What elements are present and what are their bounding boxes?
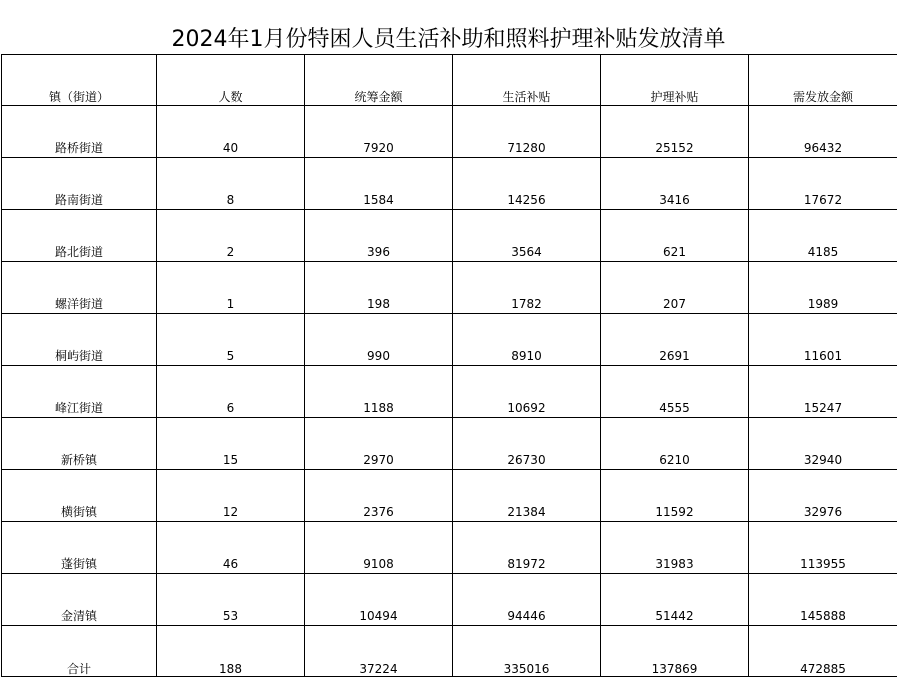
- table-body: [2, 106, 897, 677]
- district-cell[interactable]: 路桥街道: [2, 106, 157, 158]
- headcount-cell[interactable]: 46: [157, 522, 305, 574]
- amount-due-cell[interactable]: 17672: [749, 158, 897, 210]
- pooled-amount-cell[interactable]: 1584: [305, 158, 453, 210]
- care-subsidy-cell[interactable]: 207: [601, 262, 749, 314]
- pooled-amount-cell[interactable]: 2376: [305, 470, 453, 522]
- district-cell[interactable]: 新桥镇: [2, 418, 157, 470]
- living-subsidy-cell[interactable]: 1782: [453, 262, 601, 314]
- column-header-district[interactable]: 镇（街道）: [2, 55, 157, 106]
- table-row: [2, 366, 897, 418]
- column-header-amount-due[interactable]: 需发放金额: [749, 55, 897, 106]
- district-cell[interactable]: 路北街道: [2, 210, 157, 262]
- total-pooled-amount-cell[interactable]: 37224: [305, 626, 453, 677]
- care-subsidy-cell[interactable]: 3416: [601, 158, 749, 210]
- living-subsidy-cell[interactable]: 8910: [453, 314, 601, 366]
- pooled-amount-cell[interactable]: 990: [305, 314, 453, 366]
- pooled-amount-cell[interactable]: 198: [305, 262, 453, 314]
- total-living-subsidy-cell[interactable]: 335016: [453, 626, 601, 677]
- subsidy-table: [1, 54, 897, 677]
- care-subsidy-cell[interactable]: 31983: [601, 522, 749, 574]
- care-subsidy-cell[interactable]: 621: [601, 210, 749, 262]
- living-subsidy-cell[interactable]: 71280: [453, 106, 601, 158]
- pooled-amount-cell[interactable]: 9108: [305, 522, 453, 574]
- district-cell[interactable]: 路南街道: [2, 158, 157, 210]
- district-cell[interactable]: 金清镇: [2, 574, 157, 626]
- total-headcount-cell[interactable]: 188: [157, 626, 305, 677]
- table-row: [2, 470, 897, 522]
- pooled-amount-cell[interactable]: 7920: [305, 106, 453, 158]
- amount-due-cell[interactable]: 1989: [749, 262, 897, 314]
- table-row: [2, 314, 897, 366]
- district-cell[interactable]: 螺洋街道: [2, 262, 157, 314]
- living-subsidy-cell[interactable]: 14256: [453, 158, 601, 210]
- total-row: [2, 626, 897, 677]
- pooled-amount-cell[interactable]: 396: [305, 210, 453, 262]
- table-row: [2, 158, 897, 210]
- district-cell[interactable]: 峰江街道: [2, 366, 157, 418]
- total-care-subsidy-cell[interactable]: 137869: [601, 626, 749, 677]
- table-row: [2, 262, 897, 314]
- care-subsidy-cell[interactable]: 6210: [601, 418, 749, 470]
- care-subsidy-cell[interactable]: 4555: [601, 366, 749, 418]
- district-cell[interactable]: 横街镇: [2, 470, 157, 522]
- headcount-cell[interactable]: 15: [157, 418, 305, 470]
- care-subsidy-cell[interactable]: 51442: [601, 574, 749, 626]
- amount-due-cell[interactable]: 113955: [749, 522, 897, 574]
- column-header-care-subsidy[interactable]: 护理补贴: [601, 55, 749, 106]
- amount-due-cell[interactable]: 32940: [749, 418, 897, 470]
- table-header-row: [2, 55, 897, 106]
- headcount-cell[interactable]: 2: [157, 210, 305, 262]
- page-title: 2024年1月份特困人员生活补助和照料护理补贴发放清单: [0, 25, 897, 55]
- headcount-cell[interactable]: 12: [157, 470, 305, 522]
- headcount-cell[interactable]: 40: [157, 106, 305, 158]
- living-subsidy-cell[interactable]: 94446: [453, 574, 601, 626]
- living-subsidy-cell[interactable]: 10692: [453, 366, 601, 418]
- column-header-headcount[interactable]: 人数: [157, 55, 305, 106]
- pooled-amount-cell[interactable]: 1188: [305, 366, 453, 418]
- column-header-living-subsidy[interactable]: 生活补贴: [453, 55, 601, 106]
- amount-due-cell[interactable]: 4185: [749, 210, 897, 262]
- total-label-cell[interactable]: 合计: [2, 626, 157, 677]
- table-row: [2, 522, 897, 574]
- table-row: [2, 418, 897, 470]
- column-header-pooled-amount[interactable]: 统筹金额: [305, 55, 453, 106]
- amount-due-cell[interactable]: 15247: [749, 366, 897, 418]
- table-row: [2, 574, 897, 626]
- table-row: [2, 106, 897, 158]
- headcount-cell[interactable]: 5: [157, 314, 305, 366]
- amount-due-cell[interactable]: 145888: [749, 574, 897, 626]
- pooled-amount-cell[interactable]: 10494: [305, 574, 453, 626]
- total-amount-due-cell[interactable]: 472885: [749, 626, 897, 677]
- headcount-cell[interactable]: 1: [157, 262, 305, 314]
- amount-due-cell[interactable]: 96432: [749, 106, 897, 158]
- district-cell[interactable]: 桐屿街道: [2, 314, 157, 366]
- living-subsidy-cell[interactable]: 81972: [453, 522, 601, 574]
- care-subsidy-cell[interactable]: 2691: [601, 314, 749, 366]
- table-row: [2, 210, 897, 262]
- district-cell[interactable]: 蓬街镇: [2, 522, 157, 574]
- care-subsidy-cell[interactable]: 11592: [601, 470, 749, 522]
- headcount-cell[interactable]: 6: [157, 366, 305, 418]
- amount-due-cell[interactable]: 32976: [749, 470, 897, 522]
- living-subsidy-cell[interactable]: 3564: [453, 210, 601, 262]
- living-subsidy-cell[interactable]: 26730: [453, 418, 601, 470]
- care-subsidy-cell[interactable]: 25152: [601, 106, 749, 158]
- headcount-cell[interactable]: 8: [157, 158, 305, 210]
- pooled-amount-cell[interactable]: 2970: [305, 418, 453, 470]
- amount-due-cell[interactable]: 11601: [749, 314, 897, 366]
- headcount-cell[interactable]: 53: [157, 574, 305, 626]
- living-subsidy-cell[interactable]: 21384: [453, 470, 601, 522]
